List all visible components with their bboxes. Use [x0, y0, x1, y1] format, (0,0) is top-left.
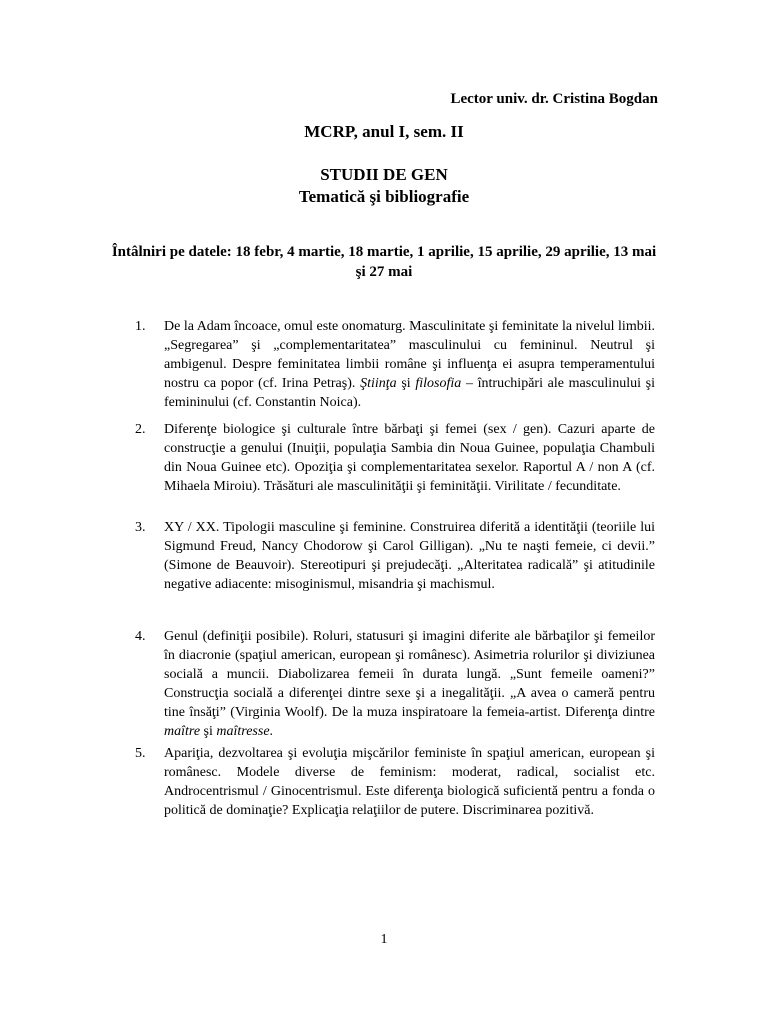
- topic-text: Apariţia, dezvoltarea şi evoluţia mişcărilor feministe în spaţiul american, european şi românesc. Modele diverse de feminism: moderat, radical, socialist etc. Androcentrismul / Ginocentrismul. Este diferenţa biologică suficientă pentru a fonda o politică de dominaţie? Explicaţia relaţiilor de putere. Discriminarea pozitivă.: [164, 746, 655, 818]
- topic-text: Diferenţe biologice şi culturale între bărbaţi şi femei (sex / gen). Cazuri aparte de construcţie a genului (Inuiţii, populaţia Sambia din Noua Guinee, populaţia Chambuli din Noua Guinee etc). Opoziţia şi complementaritatea sexelor. Raportul A / non A (cf. Mihaela Miroiu). Trăsături ale masculinităţii şi feminităţii. Virilitate / fecunditate.: [164, 422, 655, 494]
- topic-number: 5.: [135, 746, 146, 761]
- course-line: MCRP, anul I, sem. II: [304, 122, 464, 141]
- topic-number: 2.: [135, 422, 146, 437]
- document-title-block: [0, 164, 768, 208]
- topic-number: 4.: [135, 629, 146, 644]
- page-number: 1: [380, 932, 388, 947]
- author-line: Lector univ. dr. Cristina Bogdan: [450, 91, 658, 107]
- topic-number: 3.: [135, 520, 146, 535]
- topic-text: XY / XX. Tipologii masculine şi feminine. Construirea diferită a identităţii (teoriile lui Sigmund Freud, Nancy Chodorow şi Carol Gilligan). „Nu te naşti femeie, ci devii.” (Simone de Beauvoir). Stereotipuri şi prejudecăţi. „Alteritatea radicală” şi atitudinile negative adiacente: misoginismul, misandria şi machismul.: [164, 520, 655, 592]
- document-subtitle: Tematică şi bibliografie: [298, 187, 470, 206]
- topic-text: Genul (definiţii posibile). Roluri, statusuri şi imagini diferite ale bărbaţilor şi femeilor în diacronie (spaţiul american, european şi românesc). Asimetria rolurilor şi diviziunea socială a muncii. Diabolizarea femeii în durata lungă. „Sunt femeile oameni?” Construcţia socială a diferenţei dintre sexe şi a inegalităţii. „A avea o cameră pentru tine însăţi” (Virginia Woolf). De la muza inspiratoare la femeia-artist. Diferenţa dintre maître şi maîtresse.: [164, 629, 655, 739]
- meeting-dates: Întâlniri pe datele: 18 febr, 4 martie, 18 martie, 1 aprilie, 15 aprilie, 29 aprilie, 13 mai şi 27 mai: [111, 244, 657, 280]
- italic-term: maîtresse: [216, 724, 270, 739]
- italic-term: filosofia: [415, 376, 462, 391]
- topic-number: 1.: [135, 319, 146, 334]
- italic-term: Ştiinţa: [360, 376, 397, 391]
- document-title: STUDII DE GEN: [320, 165, 448, 184]
- topic-text: De la Adam încoace, omul este onomaturg. Masculinitate şi feminitate la nivelul limbii. „Segregarea” şi „complementaritatea” masculinului cu femininul. Neutrul şi ambigenul. Despre feminitatea limbii române şi influenţa ei asupra temperamentului nostru ca popor (cf. Irina Petraş). Ştiinţa şi filosofia – întruchipări ale masculinului şi femininului (cf. Constantin Noica).: [164, 319, 655, 410]
- italic-term: maître: [164, 724, 201, 739]
